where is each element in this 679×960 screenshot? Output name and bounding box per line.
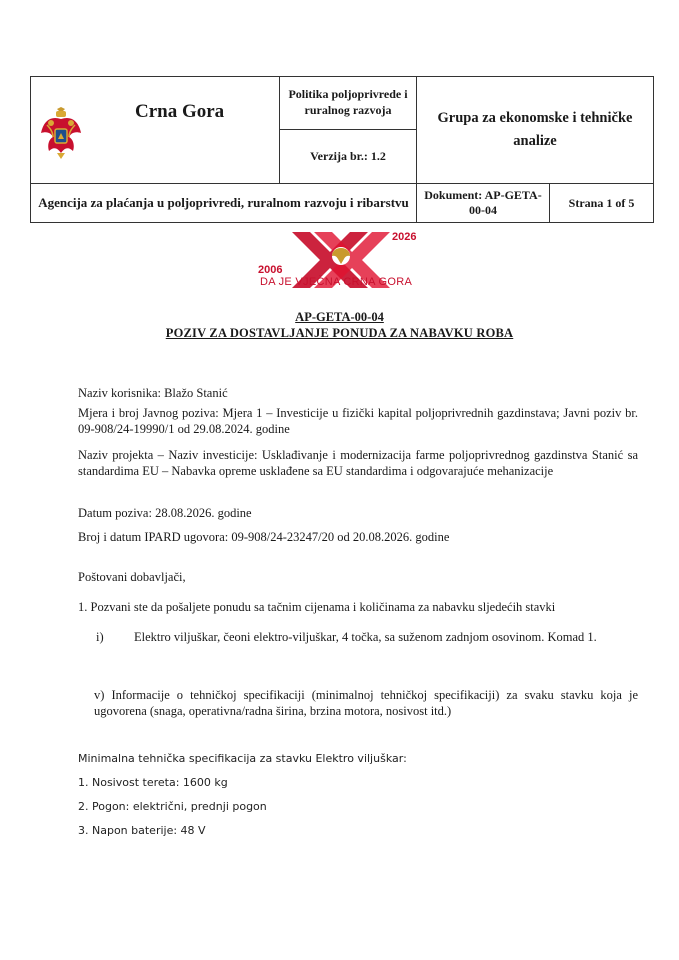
agency-cell: Agencija za plaćanja u poljoprivredi, ruralnom razvoju i ribarstvu [30, 183, 417, 223]
logo-slogan: DA JE VJEČNA CRNA GORA [260, 276, 413, 288]
contract-line: Broj i datum IPARD ugovora: 09-908/24-23247/20 od 20.08.2026. godine [78, 530, 450, 544]
item-text: Elektro viljuškar, čeoni elektro-viljuškar, 4 točka, sa suženom zadnjom osovinom. Komad 1. [134, 630, 597, 644]
spec-title: Minimalna tehnička specifikacija za stavku Elektro viljuškar: [78, 752, 407, 765]
point-1: 1. Pozvani ste da pošaljete ponudu sa tačnim cijenama i količinama za nabavku sljedećih stavki [78, 600, 556, 614]
version-cell: Verzija br.: 1.2 [279, 129, 417, 184]
logo-year-end: 2026 [392, 231, 417, 243]
project-line: Naziv projekta – Naziv investicije: Usklađivanje i modernizacija farme poljoprivrednog gazdinstva Stanić sa standardima EU – Nabavka opreme usklađene sa EU standardima i odgovarajuće mehanizacije [78, 448, 638, 478]
page-number-cell: Strana 1 of 5 [549, 183, 654, 223]
country-name: Crna Gora [135, 101, 225, 122]
spec-item: 3. Napon baterije: 48 V [78, 824, 206, 837]
point-v: v) Informacije o tehničkoj specifikaciji (minimalnoj tehničkoj specifikaciji) za svaku stavku koja je ugovorena (snaga, operativna/radna širina, brzina motora, nosivost itd.) [94, 688, 638, 718]
header-country-cell [30, 76, 280, 184]
policy-cell: Politika poljoprivrede i ruralnog razvoja [279, 76, 417, 130]
anniversary-logo [252, 226, 428, 290]
item-marker: i) [96, 630, 104, 644]
group-cell: Grupa za ekonomske i tehničke analize [416, 76, 654, 184]
greeting: Poštovani dobavljači, [78, 570, 186, 584]
document-header [30, 76, 654, 223]
spec-item: 2. Pogon: električni, prednji pogon [78, 800, 267, 813]
document-code-title: AP-GETA-00-04 [295, 310, 384, 324]
spec-item: 1. Nosivost tereta: 1600 kg [78, 776, 228, 789]
date-line: Datum poziva: 28.08.2026. godine [78, 506, 252, 520]
document-code-cell: Dokument: AP-GETA-00-04 [416, 183, 550, 223]
measure-line: Mjera i broj Javnog poziva: Mjera 1 – Investicije u fizički kapital poljoprivrednih gazdinstava; Javni poziv br. 09-908/24-19990/1 od 29.08.2024. godine [78, 406, 638, 436]
coat-of-arms-icon [39, 107, 83, 159]
user-line: Naziv korisnika: Blažo Stanić [78, 386, 228, 400]
document-title: POZIV ZA DOSTAVLJANJE PONUDA ZA NABAVKU ROBA [165, 326, 514, 340]
logo-year-start: 2006 [258, 264, 283, 276]
